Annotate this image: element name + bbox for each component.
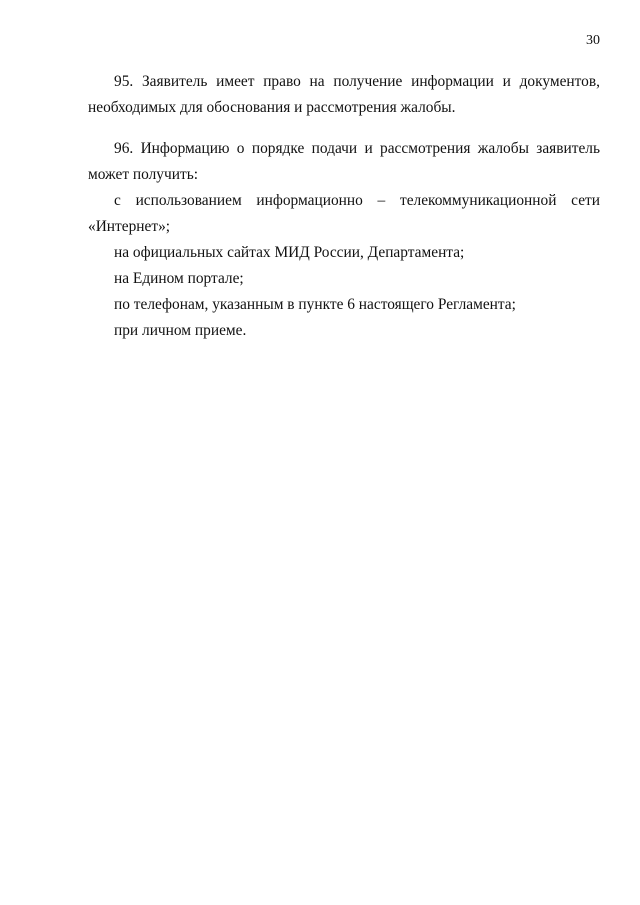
section-96	[88, 136, 600, 344]
paragraph-96: 96. Информацию о порядке подачи и рассмотрения жалобы заявитель может получить:	[88, 140, 600, 183]
list-item-personal-reception: при личном приеме.	[114, 322, 247, 339]
list-item-unified-portal: на Едином портале;	[114, 270, 244, 287]
list-item-phones: по телефонам, указанным в пункте 6 настоящего Регламента;	[114, 296, 516, 313]
page-number: 30	[586, 33, 600, 48]
section-95	[88, 69, 600, 121]
list-item-official-sites: на официальных сайтах МИД России, Департамента;	[114, 244, 465, 261]
paragraph-95: 95. Заявитель имеет право на получение информации и документов, необходимых для обоснования и рассмотрения жалобы.	[88, 73, 600, 116]
list-item-internet: с использованием информационно – телекоммуникационной сети «Интернет»;	[88, 192, 600, 235]
